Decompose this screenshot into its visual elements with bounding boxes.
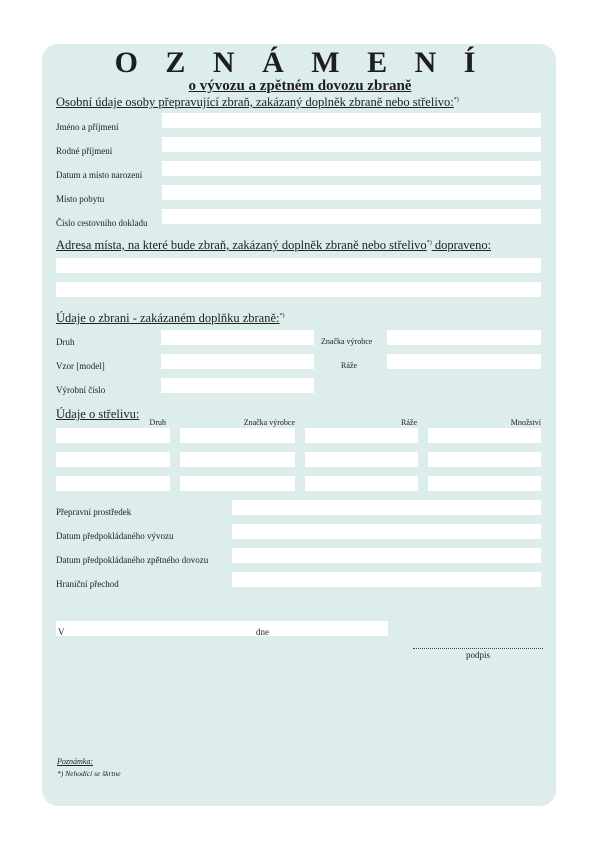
label-weapon-type: Druh [56,337,75,347]
ammo-manufacturer-input-1[interactable] [180,428,295,443]
label-weapon-manufacturer: Značka výrobce [321,337,373,346]
ammo-type-input-2[interactable] [56,452,170,467]
form-subtitle: o vývozu a zpětném dovozu zbraně [188,78,412,94]
section-address-heading-tail: dopraveno: [431,238,492,252]
ammo-caliber-input-3[interactable] [305,476,418,491]
footnote-mark: *) [453,96,459,103]
section-weapon-heading-text: Údaje o zbrani - zakázaném doplňku zbraně: [56,311,280,325]
section-address-heading [56,238,491,253]
footnote-mark: *) [279,312,285,319]
section-person-heading-text: Osobní údaje osoby přepravující zbraň, zakázaný doplněk zbraně nebo střelivo: [56,95,454,109]
reimport-date-input[interactable] [232,548,541,563]
ammo-manufacturer-input-2[interactable] [180,452,295,467]
signature-line [413,648,543,649]
ammo-quantity-input-3[interactable] [428,476,541,491]
note-text: *) Nehodící se škrtne [57,769,121,778]
label-name: Jméno a příjmení [56,122,119,132]
label-birth-date-place: Datum a místo narození [56,170,143,180]
label-birth-surname: Rodné příjmení [56,146,113,156]
travel-doc-input[interactable] [162,209,541,224]
ammo-caliber-input-2[interactable] [305,452,418,467]
birth-surname-input[interactable] [162,137,541,152]
label-weapon-caliber: Ráže [341,361,357,370]
place-date-input[interactable] [56,621,388,636]
ammo-type-input-3[interactable] [56,476,170,491]
name-input[interactable] [162,113,541,128]
export-date-input[interactable] [232,524,541,539]
weapon-serial-input[interactable] [161,378,314,393]
ammo-manufacturer-input-3[interactable] [180,476,295,491]
ammo-quantity-input-2[interactable] [428,452,541,467]
weapon-manufacturer-input[interactable] [387,330,541,345]
section-weapon-heading [56,311,285,326]
weapon-caliber-input[interactable] [387,354,541,369]
section-address-heading-text: Adresa místa, na které bude zbraň, zakázaný doplněk zbraně nebo střelivo [56,238,427,252]
label-border-crossing: Hraniční přechod [56,579,119,589]
label-date: dne [256,627,269,637]
ammo-col-caliber: Ráže [401,418,417,427]
label-residence: Místo pobytu [56,194,105,204]
ammo-col-type: Druh [149,418,166,427]
label-weapon-serial: Výrobní číslo [56,385,106,395]
section-ammo-heading: Údaje o střelivu: [56,407,140,421]
ammo-col-manufacturer: Značka výrobce [243,418,295,427]
label-reimport-date: Datum předpokládaného zpětného dovozu [56,555,209,565]
label-signature: podpis [465,650,490,660]
footnote-mark: *) [426,239,432,246]
residence-input[interactable] [162,185,541,200]
label-travel-doc: Číslo cestovního dokladu [56,218,148,228]
note-title: Poznámka: [57,757,93,766]
address-input-line-1[interactable] [56,258,541,273]
weapon-model-input[interactable] [161,354,314,369]
section-person-heading [56,95,459,110]
ammo-quantity-input-1[interactable] [428,428,541,443]
birth-date-place-input[interactable] [162,161,541,176]
address-input-line-2[interactable] [56,282,541,297]
label-export-date: Datum předpokládaného vývozu [56,531,174,541]
label-place-prefix: V [58,627,65,637]
form-title: O Z N Á M E N Í [114,46,486,79]
border-crossing-input[interactable] [232,572,541,587]
ammo-type-input-1[interactable] [56,428,170,443]
ammo-col-quantity: Množství [510,418,541,427]
transport-means-input[interactable] [232,500,541,515]
label-transport-means: Přepravní prostředek [56,507,132,517]
ammo-caliber-input-1[interactable] [305,428,418,443]
weapon-type-input[interactable] [161,330,314,345]
label-weapon-model: Vzor [model] [56,361,105,371]
